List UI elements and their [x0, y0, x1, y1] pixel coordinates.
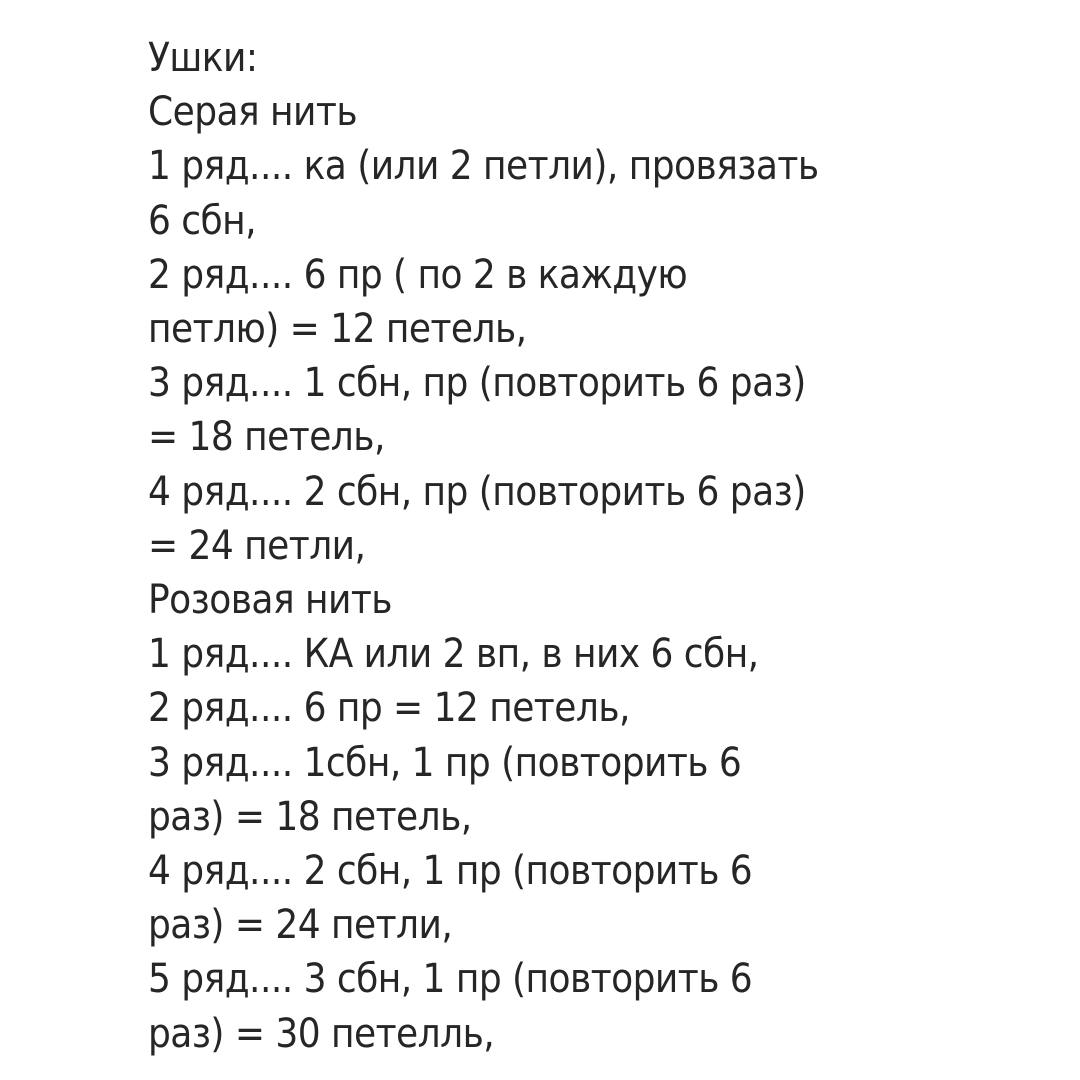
subheading-gray-yarn: Серая нить — [148, 89, 358, 136]
section-heading-ears: Ушки: — [148, 35, 258, 81]
instruction-line: = 18 петель, — [148, 414, 385, 461]
instruction-line: петлю) = 12 петель, — [148, 306, 527, 353]
instruction-line: раз) = 18 петель, — [148, 793, 472, 840]
instruction-line: 1 ряд.... КА или 2 вп, в них 6 сбн, — [148, 631, 759, 678]
instruction-line: = 24 петли, — [148, 522, 366, 569]
instruction-line: 5 ряд.... 3 сбн, 1 пр (повторить 6 — [148, 956, 753, 1003]
instruction-line: 4 ряд.... 2 сбн, 1 пр (повторить 6 — [148, 848, 753, 895]
instruction-line: 1 ряд.... ка (или 2 петли), провязать — [148, 143, 819, 190]
instruction-line: раз) = 24 петли, — [148, 902, 453, 949]
instruction-line: 3 ряд.... 1сбн, 1 пр (повторить 6 — [148, 739, 742, 786]
instruction-line: раз) = 30 петелль, — [148, 1010, 495, 1057]
instruction-line: 4 ряд.... 2 сбн, пр (повторить 6 раз) — [148, 468, 806, 515]
subheading-pink-yarn: Розовая нить — [148, 577, 392, 624]
instruction-line: 3 ряд.... 1 сбн, пр (повторить 6 раз) — [148, 360, 806, 407]
instruction-line: 6 сбн, — [148, 197, 257, 244]
instruction-line: 2 ряд.... 6 пр = 12 петель, — [148, 685, 630, 732]
instruction-line: 2 ряд.... 6 пр ( по 2 в каждую — [148, 251, 688, 298]
